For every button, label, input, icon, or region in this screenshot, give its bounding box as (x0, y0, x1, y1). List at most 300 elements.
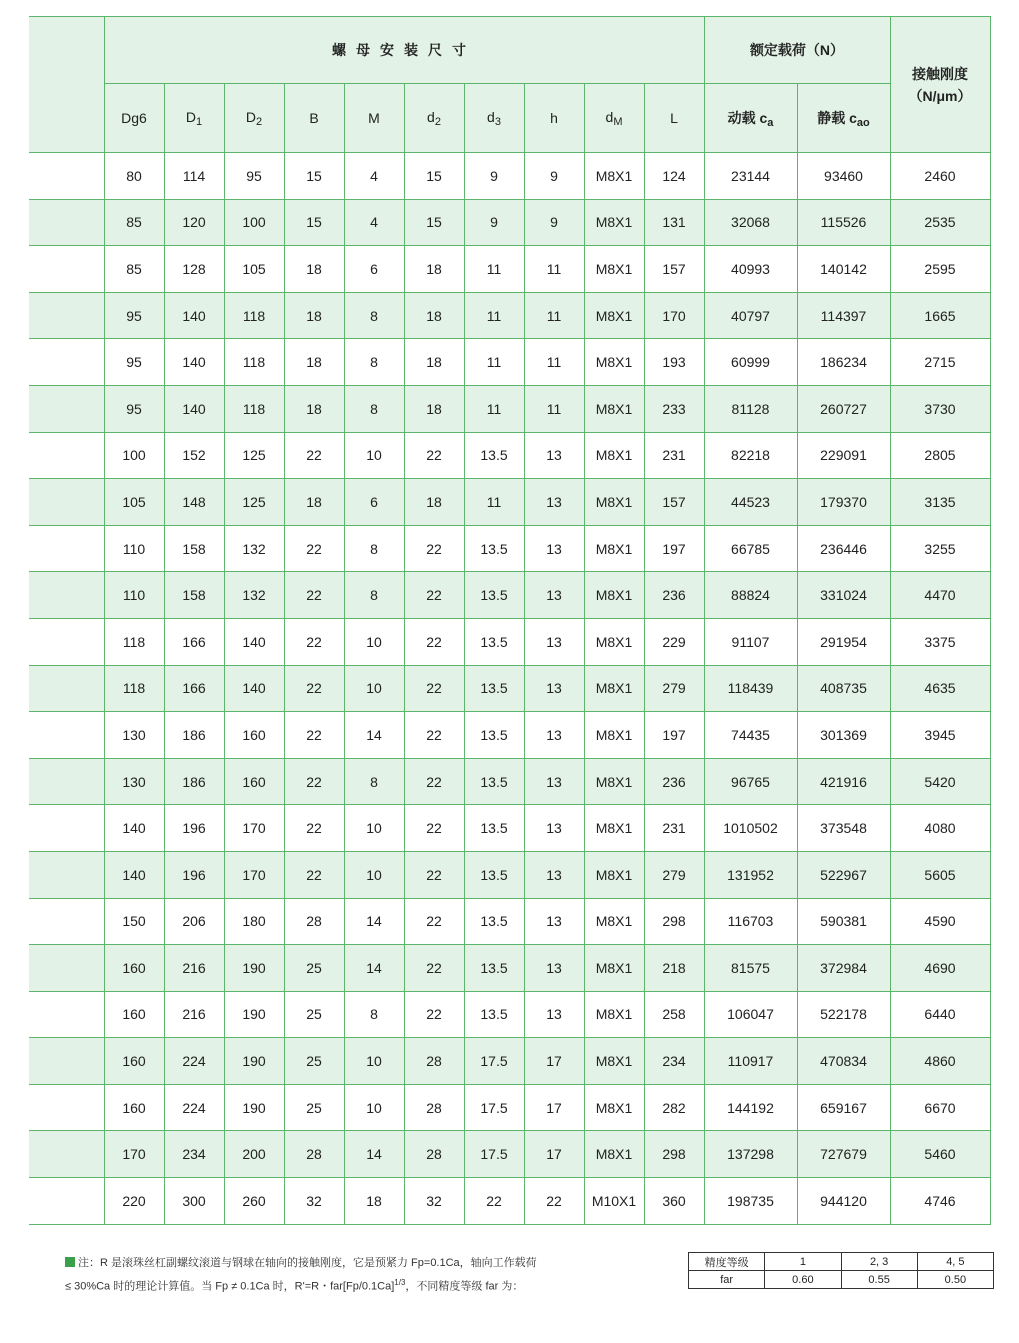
table-cell: 140 (104, 805, 164, 852)
table-row (29, 199, 990, 246)
table-cell: 131952 (704, 851, 797, 898)
table-cell: 470834 (797, 1038, 890, 1085)
table-cell: 40993 (704, 246, 797, 293)
table-cell: 22 (284, 758, 344, 805)
table-cell: 150 (104, 898, 164, 945)
table-cell: 17 (524, 1084, 584, 1131)
table-cell: 22 (404, 525, 464, 572)
table-cell: 236 (644, 572, 704, 619)
table-cell: 28 (284, 1131, 344, 1178)
table-cell: 140142 (797, 246, 890, 293)
footnote-line-1: 注：R 是滚珠丝杠副螺纹滚道与钢球在轴向的接触刚度，它是预紧力 Fp=0.1Ca，轴向工作载荷 (65, 1253, 665, 1273)
table-cell: 74435 (704, 712, 797, 759)
table-cell: 105 (104, 479, 164, 526)
table-cell: 13 (524, 618, 584, 665)
table-cell: 14 (344, 945, 404, 992)
table-cell: M8X1 (584, 246, 644, 293)
table-cell: 14 (344, 898, 404, 945)
row-label-cell (29, 1038, 104, 1085)
table-cell: 13.5 (464, 851, 524, 898)
table-cell: M8X1 (584, 805, 644, 852)
table-cell: 157 (644, 246, 704, 293)
table-cell: 114 (164, 153, 224, 200)
table-cell: 17.5 (464, 1084, 524, 1131)
table-cell: 220 (104, 1178, 164, 1225)
table-cell: 125 (224, 432, 284, 479)
table-cell: M8X1 (584, 618, 644, 665)
table-cell: 224 (164, 1038, 224, 1085)
table-cell: 9 (464, 199, 524, 246)
row-label-cell (29, 572, 104, 619)
table-cell: M8X1 (584, 385, 644, 432)
table-cell: 96765 (704, 758, 797, 805)
table-cell: 4470 (890, 572, 990, 619)
table-cell: M8X1 (584, 1131, 644, 1178)
table-cell: 6 (344, 479, 404, 526)
footnote (65, 1253, 665, 1297)
table-cell: 11 (524, 385, 584, 432)
table-cell: 13 (524, 805, 584, 852)
table-cell: 22 (284, 851, 344, 898)
table-cell: 231 (644, 805, 704, 852)
table-row (29, 712, 990, 759)
table-cell: 140 (164, 292, 224, 339)
table-cell: 360 (644, 1178, 704, 1225)
table-cell: 25 (284, 1038, 344, 1085)
table-cell: 140 (224, 618, 284, 665)
table-cell: 25 (284, 991, 344, 1038)
table-cell: 40797 (704, 292, 797, 339)
table-cell: 22 (404, 712, 464, 759)
table-cell: 190 (224, 1038, 284, 1085)
table-cell: 105 (224, 246, 284, 293)
table-cell: 4635 (890, 665, 990, 712)
col-header-h: h (524, 84, 584, 153)
table-cell: 373548 (797, 805, 890, 852)
table-cell: 2805 (890, 432, 990, 479)
table-cell: 236446 (797, 525, 890, 572)
row-label-cell (29, 851, 104, 898)
grade-header-3: 4, 5 (917, 1253, 993, 1271)
table-cell: 81575 (704, 945, 797, 992)
table-row (29, 153, 990, 200)
table-cell: 115526 (797, 199, 890, 246)
table-cell: 13 (524, 572, 584, 619)
table-cell: 15 (404, 199, 464, 246)
table-cell: 81128 (704, 385, 797, 432)
table-cell: 160 (224, 758, 284, 805)
table-cell: 22 (284, 572, 344, 619)
table-cell: 5605 (890, 851, 990, 898)
table-cell: 3135 (890, 479, 990, 526)
contact-stiffness-header (890, 17, 990, 153)
table-cell: 18 (404, 479, 464, 526)
table-cell: 408735 (797, 665, 890, 712)
table-cell: M8X1 (584, 339, 644, 386)
col-header-d2: $D_2$ (224, 84, 284, 153)
table-cell: 118 (224, 339, 284, 386)
table-cell: 18 (284, 385, 344, 432)
table-cell: 8 (344, 758, 404, 805)
row-label-cell (29, 758, 104, 805)
table-cell: 28 (284, 898, 344, 945)
table-cell: 18 (404, 339, 464, 386)
col-header-dg6: Dg6 (104, 84, 164, 153)
table-cell: 118 (104, 618, 164, 665)
table-cell: 10 (344, 618, 404, 665)
table-cell: 118439 (704, 665, 797, 712)
rated-load-header: 额定载荷（N） (704, 17, 890, 84)
table-cell: 17 (524, 1038, 584, 1085)
col-header-static-load: 静载 $c_{ao}$ (797, 84, 890, 153)
table-cell: 18 (284, 292, 344, 339)
table-row (29, 945, 990, 992)
table-cell: 18 (344, 1178, 404, 1225)
table-row (29, 385, 990, 432)
table-cell: 11 (464, 246, 524, 293)
table-cell: 22 (404, 898, 464, 945)
table-cell: 170 (104, 1131, 164, 1178)
table-cell: 522178 (797, 991, 890, 1038)
table-cell: 93460 (797, 153, 890, 200)
table-cell: 5420 (890, 758, 990, 805)
table-cell: 9 (524, 199, 584, 246)
table-cell: 260 (224, 1178, 284, 1225)
table-cell: 125 (224, 479, 284, 526)
table-cell: 218 (644, 945, 704, 992)
table-row (29, 246, 990, 293)
table-cell: M8X1 (584, 1038, 644, 1085)
row-label-cell (29, 665, 104, 712)
table-cell: 13.5 (464, 945, 524, 992)
table-row (29, 805, 990, 852)
table-row (29, 525, 990, 572)
table-cell: 17 (524, 1131, 584, 1178)
table-cell: 260727 (797, 385, 890, 432)
table-row (29, 851, 990, 898)
grade-value-2: 0.55 (841, 1271, 917, 1289)
table-cell: 137298 (704, 1131, 797, 1178)
table-cell: 18 (404, 292, 464, 339)
table-cell: 13 (524, 432, 584, 479)
table-cell: 18 (284, 246, 344, 293)
table-cell: 32 (404, 1178, 464, 1225)
table-cell: 4690 (890, 945, 990, 992)
table-cell: 231 (644, 432, 704, 479)
table-cell: 132 (224, 572, 284, 619)
table-cell: M8X1 (584, 292, 644, 339)
table-cell: 158 (164, 525, 224, 572)
table-cell: 236 (644, 758, 704, 805)
table-cell: 727679 (797, 1131, 890, 1178)
table-cell: M8X1 (584, 758, 644, 805)
col-header-small-d3: $d_3$ (464, 84, 524, 153)
table-cell: 4080 (890, 805, 990, 852)
col-header-dynamic-load: 动载 $c_a$ (704, 84, 797, 153)
table-cell: 13 (524, 712, 584, 759)
table-cell: 106047 (704, 991, 797, 1038)
table-cell: 3375 (890, 618, 990, 665)
table-cell: 22 (284, 665, 344, 712)
table-row (29, 1131, 990, 1178)
table-row (29, 758, 990, 805)
table-cell: 160 (224, 712, 284, 759)
table-cell: 372984 (797, 945, 890, 992)
table-cell: 13.5 (464, 432, 524, 479)
table-cell: 28 (404, 1084, 464, 1131)
table-cell: 23144 (704, 153, 797, 200)
row-label-cell (29, 945, 104, 992)
row-label-cell (29, 991, 104, 1038)
table-cell: 216 (164, 991, 224, 1038)
table-row (29, 572, 990, 619)
corner-cell (29, 17, 104, 153)
table-cell: 224 (164, 1084, 224, 1131)
table-cell: 179370 (797, 479, 890, 526)
table-cell: 160 (104, 1084, 164, 1131)
row-label-cell (29, 199, 104, 246)
table-cell: 95 (104, 339, 164, 386)
table-cell: 9 (524, 153, 584, 200)
table-cell: 6440 (890, 991, 990, 1038)
table-cell: 13.5 (464, 712, 524, 759)
table-cell: 118 (224, 385, 284, 432)
table-cell: 197 (644, 712, 704, 759)
table-cell: 22 (404, 618, 464, 665)
table-cell: 216 (164, 945, 224, 992)
table-cell: 166 (164, 665, 224, 712)
table-cell: 198735 (704, 1178, 797, 1225)
table-cell: 128 (164, 246, 224, 293)
table-cell: 18 (404, 385, 464, 432)
table-cell: 158 (164, 572, 224, 619)
table-cell: 4860 (890, 1038, 990, 1085)
table-cell: 11 (464, 385, 524, 432)
col-header-dm: $d_M$ (584, 84, 644, 153)
table-cell: 22 (284, 805, 344, 852)
table-cell: 186 (164, 712, 224, 759)
table-cell: 32 (284, 1178, 344, 1225)
table-cell: 152 (164, 432, 224, 479)
table-row (29, 432, 990, 479)
table-cell: 100 (104, 432, 164, 479)
note-marker-icon (65, 1257, 75, 1267)
table-cell: 28 (404, 1131, 464, 1178)
table-cell: 258 (644, 991, 704, 1038)
table-cell: 95 (104, 385, 164, 432)
table-cell: 95 (224, 153, 284, 200)
table-cell: 22 (284, 712, 344, 759)
table-cell: 5460 (890, 1131, 990, 1178)
table-cell: 13.5 (464, 665, 524, 712)
table-cell: 15 (284, 153, 344, 200)
table-cell: 166 (164, 618, 224, 665)
table-cell: 140 (164, 385, 224, 432)
table-cell: 110 (104, 572, 164, 619)
table-cell: 114397 (797, 292, 890, 339)
table-cell: 13 (524, 945, 584, 992)
table-cell: 4590 (890, 898, 990, 945)
table-cell: 234 (164, 1131, 224, 1178)
table-cell: 144192 (704, 1084, 797, 1131)
grade-header-1: 1 (765, 1253, 841, 1271)
table-cell: 22 (284, 525, 344, 572)
table-cell: 298 (644, 1131, 704, 1178)
table-cell: 22 (404, 758, 464, 805)
table-cell: 60999 (704, 339, 797, 386)
table-cell: 170 (224, 805, 284, 852)
table-cell: M10X1 (584, 1178, 644, 1225)
table-cell: 8 (344, 339, 404, 386)
table-cell: 8 (344, 572, 404, 619)
table-row (29, 898, 990, 945)
table-cell: 22 (284, 618, 344, 665)
table-row (29, 479, 990, 526)
table-cell: 13 (524, 758, 584, 805)
table-cell: 18 (284, 479, 344, 526)
table-cell: 110 (104, 525, 164, 572)
table-cell: 18 (284, 339, 344, 386)
row-label-cell (29, 1084, 104, 1131)
table-cell: 1665 (890, 292, 990, 339)
table-cell: 3730 (890, 385, 990, 432)
table-cell: 15 (404, 153, 464, 200)
table-cell: 2460 (890, 153, 990, 200)
table-cell: 80 (104, 153, 164, 200)
row-label-cell (29, 898, 104, 945)
table-cell: 22 (464, 1178, 524, 1225)
table-cell: 13 (524, 525, 584, 572)
table-cell: 170 (224, 851, 284, 898)
row-label-cell (29, 525, 104, 572)
table-cell: 4 (344, 153, 404, 200)
table-cell: 13 (524, 479, 584, 526)
table-cell: M8X1 (584, 712, 644, 759)
table-cell: M8X1 (584, 199, 644, 246)
table-cell: M8X1 (584, 665, 644, 712)
nut-spec-table (29, 16, 991, 1225)
table-cell: 100 (224, 199, 284, 246)
table-cell: 206 (164, 898, 224, 945)
grade-header-label: 精度等级 (689, 1253, 765, 1271)
table-cell: 10 (344, 432, 404, 479)
table-cell: 180 (224, 898, 284, 945)
col-header-small-d2: $d_2$ (404, 84, 464, 153)
table-cell: 18 (404, 246, 464, 293)
table-cell: 11 (524, 246, 584, 293)
table-cell: 229 (644, 618, 704, 665)
table-cell: 22 (404, 945, 464, 992)
row-label-cell (29, 292, 104, 339)
row-label-cell (29, 432, 104, 479)
table-cell: 11 (464, 292, 524, 339)
table-cell: 118 (224, 292, 284, 339)
table-cell: 130 (104, 758, 164, 805)
table-cell: 197 (644, 525, 704, 572)
table-cell: 28 (404, 1038, 464, 1085)
table-cell: 22 (404, 851, 464, 898)
table-cell: 118 (104, 665, 164, 712)
table-cell: 8 (344, 292, 404, 339)
table-cell: 8 (344, 525, 404, 572)
table-cell: 132 (224, 525, 284, 572)
table-cell: 196 (164, 805, 224, 852)
table-cell: M8X1 (584, 898, 644, 945)
grade-value-3: 0.50 (917, 1271, 993, 1289)
table-cell: 2535 (890, 199, 990, 246)
table-cell: 110917 (704, 1038, 797, 1085)
table-cell: 659167 (797, 1084, 890, 1131)
row-label-cell (29, 246, 104, 293)
footnote-line-2: ≤ 30%Ca 时的理论计算值。当 Fp ≠ 0.1Ca 时，R'=R・$far[Fp/0.1Ca]^{1/3}$，不同精度等级 far 为： (65, 1278, 524, 1293)
table-cell: 279 (644, 665, 704, 712)
table-cell: 186234 (797, 339, 890, 386)
table-cell: 13 (524, 665, 584, 712)
table-cell: 85 (104, 246, 164, 293)
table-cell: 22 (284, 432, 344, 479)
table-cell: M8X1 (584, 1084, 644, 1131)
table-cell: 11 (524, 292, 584, 339)
stiffness-unit: （N/μm） (908, 87, 972, 104)
table-cell: 82218 (704, 432, 797, 479)
table-cell: 13.5 (464, 572, 524, 619)
table-cell: 421916 (797, 758, 890, 805)
table-cell: 590381 (797, 898, 890, 945)
table-cell: 25 (284, 945, 344, 992)
table-cell: M8X1 (584, 432, 644, 479)
table-cell: 44523 (704, 479, 797, 526)
table-cell: 13.5 (464, 805, 524, 852)
table-cell: 85 (104, 199, 164, 246)
table-cell: 522967 (797, 851, 890, 898)
table-cell: 190 (224, 991, 284, 1038)
table-cell: 10 (344, 1038, 404, 1085)
table-cell: 88824 (704, 572, 797, 619)
table-cell: 13.5 (464, 898, 524, 945)
table-cell: 186 (164, 758, 224, 805)
table-cell: M8X1 (584, 479, 644, 526)
table-row (29, 1084, 990, 1131)
row-label-cell (29, 1131, 104, 1178)
table-cell: 124 (644, 153, 704, 200)
table-cell: M8X1 (584, 851, 644, 898)
table-cell: 22 (404, 572, 464, 619)
table-cell: 200 (224, 1131, 284, 1178)
table-cell: 13 (524, 898, 584, 945)
table-row (29, 1038, 990, 1085)
table-cell: 13 (524, 851, 584, 898)
row-label-cell (29, 618, 104, 665)
table-cell: 4746 (890, 1178, 990, 1225)
table-cell: 170 (644, 292, 704, 339)
table-cell: 196 (164, 851, 224, 898)
table-cell: M8X1 (584, 945, 644, 992)
table-cell: 10 (344, 1084, 404, 1131)
table-cell: 131 (644, 199, 704, 246)
row-label-cell (29, 712, 104, 759)
table-cell: 8 (344, 385, 404, 432)
table-cell: 13.5 (464, 991, 524, 1038)
table-cell: M8X1 (584, 991, 644, 1038)
table-cell: 11 (464, 479, 524, 526)
col-header-d1: $D_1$ (164, 84, 224, 153)
table-cell: 2715 (890, 339, 990, 386)
precision-grade-table (688, 1252, 994, 1289)
table-cell: 66785 (704, 525, 797, 572)
col-header-b: B (284, 84, 344, 153)
table-cell: 11 (524, 339, 584, 386)
table-cell: 22 (404, 805, 464, 852)
